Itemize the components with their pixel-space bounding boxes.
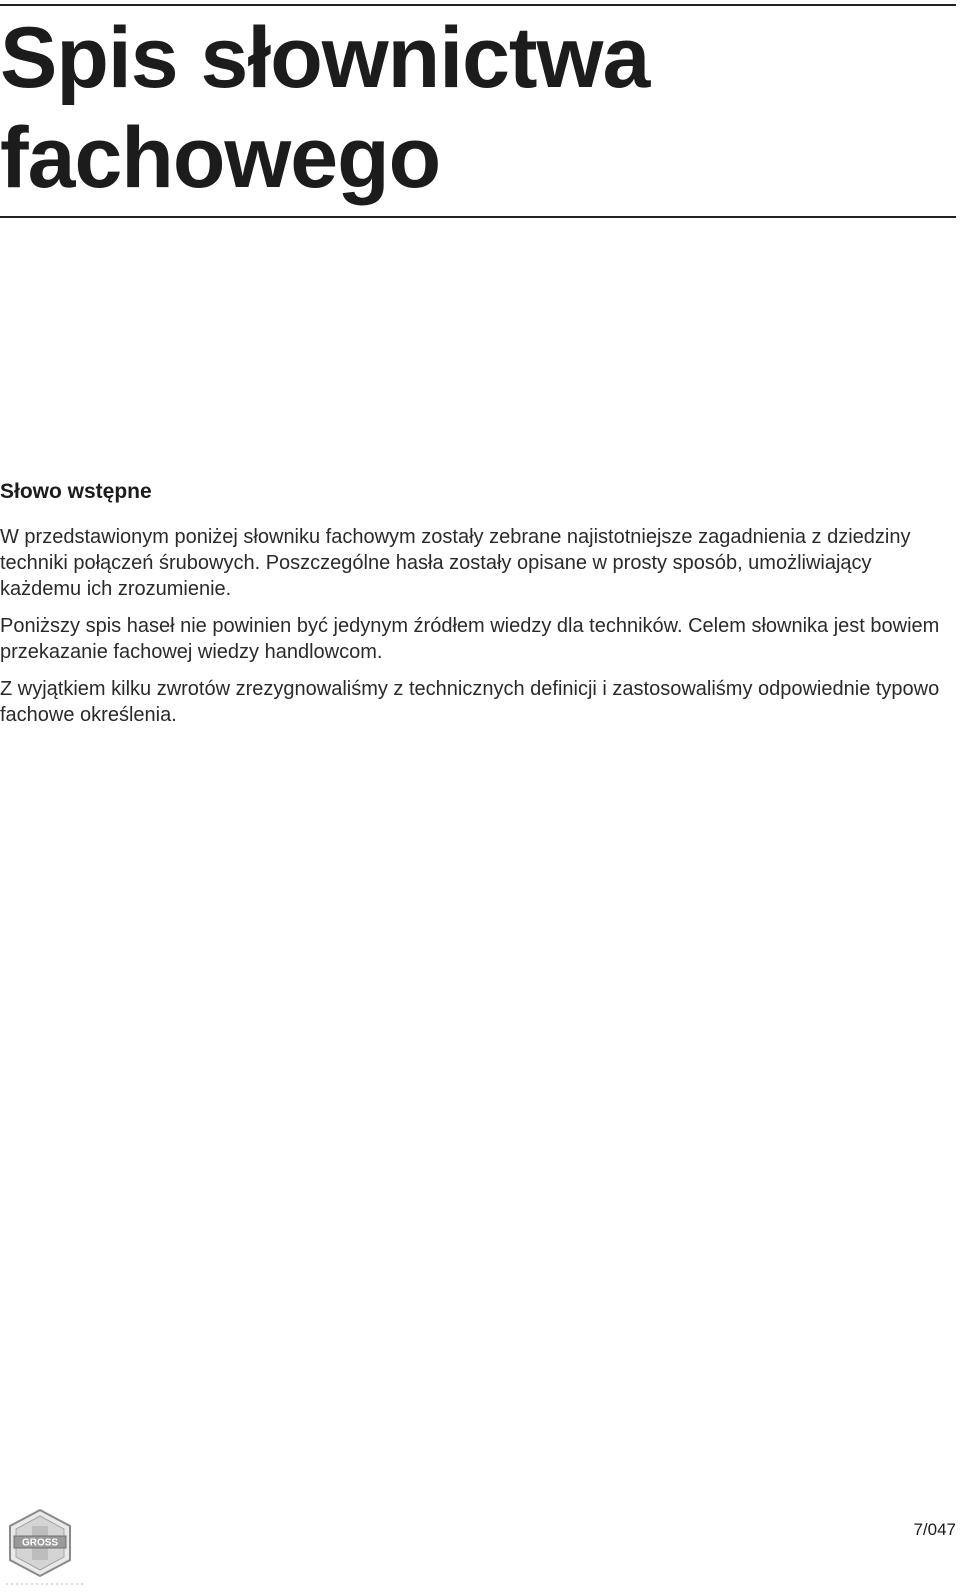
paragraph-1: W przedstawionym poniżej słowniku fachowym zostały zebrane najistotniejsze zagadnienia z dziedziny techniki połączeń śrubowych. Poszczególne hasła zostały opisane w prosty sposób, umożliwiający każdemu ich zrozumienie.	[0, 526, 911, 600]
top-rule	[0, 4, 956, 6]
section-heading: Słowo wstępne	[0, 480, 152, 503]
foreword-section	[0, 478, 956, 739]
gross-logo-icon	[6, 1508, 84, 1588]
page-title-line-1: Spis słownictwa	[0, 10, 650, 106]
logo-text: GROSS	[21, 1537, 59, 1549]
page-title-line-2: fachowego	[0, 110, 441, 206]
title-bottom-rule	[0, 216, 956, 218]
paragraph-3: Z wyjątkiem kilku zwrotów zrezygnowaliśmy z technicznych definicji i zastosowaliśmy odpowiednie typowo fachowe określenia.	[0, 678, 940, 726]
paragraph-2: Poniższy spis haseł nie powinien być jedynym źródłem wiedzy dla techników. Celem słownika jest bowiem przekazanie fachowej wiedzy handlowcom.	[0, 615, 940, 663]
page-title	[0, 8, 940, 208]
page-number: 7/047	[913, 1520, 956, 1539]
